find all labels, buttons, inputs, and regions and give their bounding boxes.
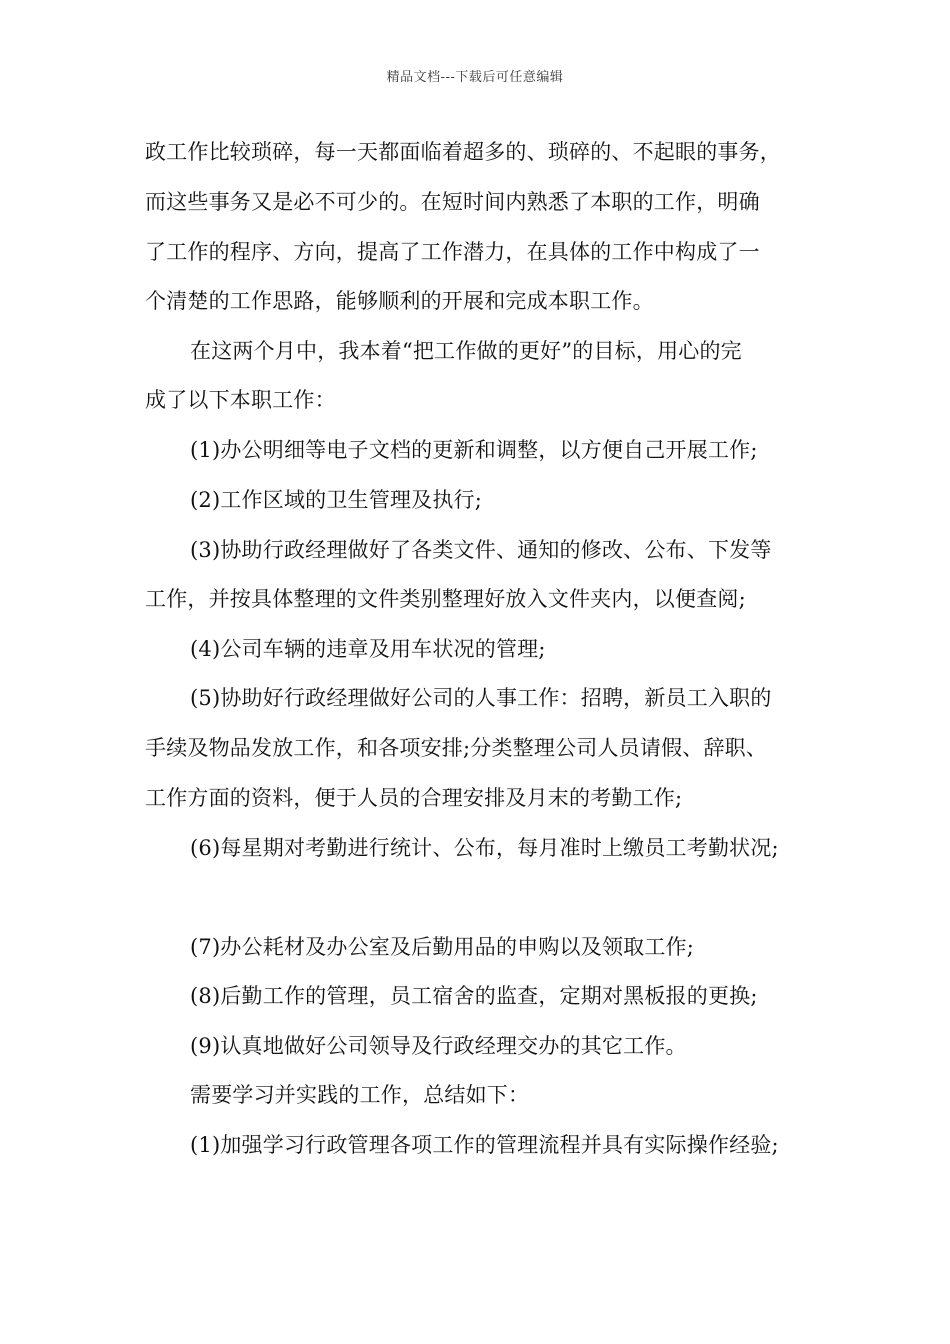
text-line: 手续及物品发放工作，和各项安排;分类整理公司人员请假、辞职、: [145, 736, 768, 760]
list-item: (6)每星期对考勤进行统计、公布，每月准时上缴员工考勤状况;: [190, 836, 779, 860]
text-line: 政工作比较琐碎，每一天都面临着超多的、琐碎的、不起眼的事务，: [145, 140, 781, 164]
list-item: (5)协助好行政经理做好公司的人事工作：招聘，新员工入职的: [190, 686, 772, 710]
text-line: 工作方面的资料，便于人员的合理安排及月末的考勤工作;: [145, 786, 683, 810]
text-line: 工作，并按具体整理的文件类别整理好放入文件夹内，以便查阅;: [145, 587, 746, 611]
list-item: (4)公司车辆的违章及用车状况的管理;: [190, 637, 546, 661]
list-item: (2)工作区域的卫生管理及执行;: [190, 488, 483, 512]
text-line: 了工作的程序、方向，提高了工作潜力，在具体的工作中构成了一: [145, 240, 760, 264]
text-line: 需要学习并实践的工作，总结如下：: [190, 1083, 530, 1107]
text-line: 个清楚的工作思路，能够顺利的开展和完成本职工作。: [145, 289, 654, 313]
page-header: 精品文档---下载后可任意编辑: [386, 70, 564, 85]
list-item: (1)加强学习行政管理各项工作的管理流程并具有实际操作经验;: [190, 1133, 779, 1157]
list-item: (3)协助行政经理做好了各类文件、通知的修改、公布、下发等: [190, 538, 772, 562]
text-line: 而这些事务又是必不可少的。在短时间内熟悉了本职的工作，明确: [145, 190, 760, 214]
list-item: (1)办公明细等电子文档的更新和调整，以方便自己开展工作;: [190, 438, 758, 462]
list-item: (7)办公耗材及办公室及后勤用品的申购以及领取工作;: [190, 935, 695, 959]
text-line: 在这两个月中，我本着“把工作做的更好”的目标，用心的完: [190, 339, 742, 363]
list-item: (9)认真地做好公司领导及行政经理交办的其它工作。: [190, 1034, 687, 1058]
list-item: (8)后勤工作的管理，员工宿舍的监查，定期对黑板报的更换;: [190, 984, 758, 1008]
text-line: 成了以下本职工作：: [145, 388, 336, 412]
